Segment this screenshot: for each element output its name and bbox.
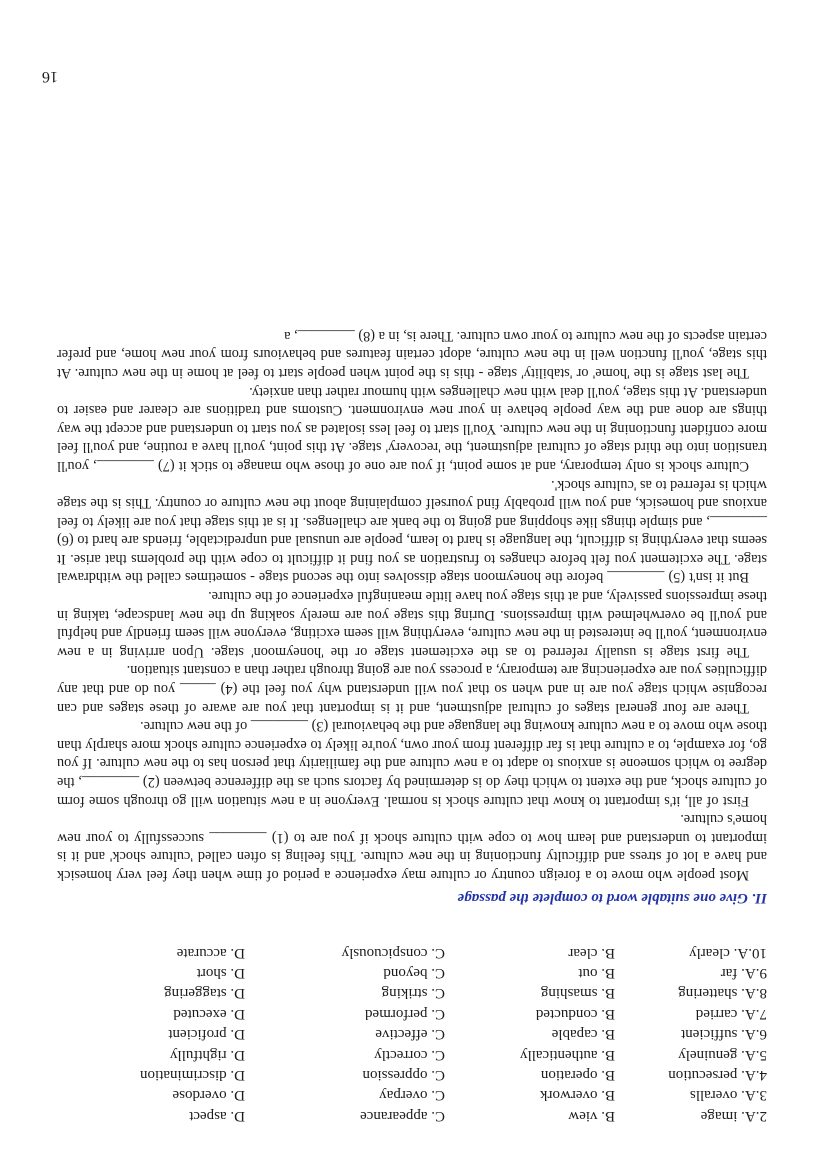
option-b: B. authentically xyxy=(520,1046,615,1063)
option-row xyxy=(57,1085,767,1105)
option-b: B. operation xyxy=(540,1067,615,1084)
paragraph: There are four general stages of cultural adjustment, and it is important that you are aware of these stages and can recognise which stage you are in and when so that you will understand why you feel the (4) _____ you do and that any difficulties you are experiencing are temporary, a process you are going through rather than a constant situation. xyxy=(57,662,767,716)
question-number: 9. xyxy=(755,965,767,982)
option-a-text: A. genuinely xyxy=(678,1046,756,1063)
option-row xyxy=(57,1004,767,1024)
option-row xyxy=(57,1024,767,1044)
option-b: B. out xyxy=(578,965,615,982)
question-number: 7. xyxy=(755,1005,767,1022)
option-a xyxy=(615,983,767,1003)
option-d: D. discrimination xyxy=(140,1067,245,1084)
question-number: 6. xyxy=(755,1026,767,1043)
option-a-text: A. shattering xyxy=(678,985,756,1002)
option-c: C. overpay xyxy=(379,1087,445,1104)
option-b: B. smashing xyxy=(540,985,615,1002)
option-c: C. effective xyxy=(375,1026,445,1043)
option-a xyxy=(615,963,767,983)
option-c: C. conspicuously xyxy=(341,944,445,961)
answer-options xyxy=(57,942,767,1126)
option-a xyxy=(615,1024,767,1044)
option-b: B. capable xyxy=(551,1026,615,1043)
option-a xyxy=(615,1085,767,1105)
question-number: 4. xyxy=(755,1067,767,1084)
option-row xyxy=(57,1106,767,1126)
option-row xyxy=(57,1065,767,1085)
option-row xyxy=(57,963,767,983)
option-a xyxy=(615,1065,767,1085)
option-c: C. oppression xyxy=(362,1067,445,1084)
option-a xyxy=(615,943,767,963)
option-c: C. performed xyxy=(365,1005,445,1022)
option-c: C. striking xyxy=(381,985,445,1002)
option-a-text: A. persecution xyxy=(668,1067,756,1084)
option-a-text: A. overalls xyxy=(689,1087,756,1104)
question-number: 10. xyxy=(748,944,767,961)
option-d: D. proficient xyxy=(168,1026,245,1043)
paragraph: First of all, it's important to know that culture shock is normal. Everyone in a new situation will go through some form of culture shock, and the extent to which they do is determined by factors such as the difference between (2) ________, the degree to which someone is anxious to adapt to a new culture and the familiarity that person has to the new culture. If you go, for example, to a culture that is far different from your own, you're likely to experience culture shock more sharply than those who move to a new culture knowing the language and the behavioural (3) ________ of the new culture. xyxy=(57,718,767,809)
option-a xyxy=(615,1106,767,1126)
option-a-text: A. sufficient xyxy=(681,1026,756,1043)
page-number: 16 xyxy=(42,68,58,85)
option-d: D. aspect xyxy=(189,1107,245,1124)
option-d: D. short xyxy=(196,965,245,982)
option-d: D. accurate xyxy=(176,944,245,961)
option-c: C. beyond xyxy=(383,965,445,982)
option-a-text: A. clearly xyxy=(689,944,749,961)
section-heading: II. Give one suitable word to complete the passage xyxy=(457,890,767,906)
option-a-text: A. image xyxy=(700,1107,756,1124)
option-c: C. appearance xyxy=(360,1107,445,1124)
paragraph: The last stage is the 'home' or 'stability' stage - this is the point when people start to feel at home in the new culture. At this stage, you'll function well in the new culture, adopt certain features and behaviours from your new home, and prefer certain aspects of the new culture to your own culture. There is, in a (8) ________, a xyxy=(57,327,767,381)
option-d: D. rightfully xyxy=(170,1046,245,1063)
question-number: 8. xyxy=(755,985,767,1002)
question-number: 3. xyxy=(755,1087,767,1104)
paragraph: But it isn't (5) ________ before the honeymoon stage dissolves into the second stage - sometimes called the withdrawal stage. The excitement you felt before changes to frustration as you find it difficult to cope with the problems that arise. It seems that everything is difficult, the language is hard to learn, people are unusual and unpredictable, friends are hard to (6) ________, and simple things like shopping and going to the bank are challenges. It is at this stage that you are likely to feel anxious and homesick, and you will probably find yourself complaining about the new culture or country. This is the stage which is referred to as 'culture shock'. xyxy=(57,476,767,586)
paragraph: Most people who move to a foreign country or culture may experience a period of time when they feel very homesick and have a lot of stress and difficulty functioning in the new culture. This feeling is often called 'culture shock' and it is important to understand and learn how to cope with culture shock if you are to (1) ________ successfully to your new home's culture. xyxy=(57,811,767,883)
question-number: 5. xyxy=(755,1046,767,1063)
option-row xyxy=(57,983,767,1003)
question-number: 2. xyxy=(755,1107,767,1124)
option-row xyxy=(57,942,767,962)
option-c: C. correctly xyxy=(374,1046,445,1063)
option-row xyxy=(57,1044,767,1064)
option-a xyxy=(615,1004,767,1024)
option-d: D. staggering xyxy=(164,985,245,1002)
option-d: D. executed xyxy=(173,1005,245,1022)
paragraph: Culture shock is only temporary, and at some point, if you are one of those who manage to stick it (7) ________, you'll transition into the third stage of cultural adjustment, the 'recovery' stage. At this point, you'll have a routine, and you'll feel more confident functioning in the new culture. You'll start to feel less isolated as you start to understand and accept the way things are done and the way people behave in your new environment. Customs and traditions are clearer and easier to understand. At this stage, you'll deal with new challenges with humour rather than anxiety. xyxy=(57,383,767,474)
paragraph: The first stage is usually referred to as the excitement stage or the 'honeymoon' stage. Upon arriving in a new environment, you'll be interested in the new culture, everything will seem exciting, everyone will seem friendly and helpful and you'll be overwhelmed with impressions. During this stage you are merely soaking up the new landscape, taking in these impressions passively, and at this stage you have little meaningful experience of the culture. xyxy=(57,588,767,660)
reading-passage xyxy=(57,326,767,884)
option-d: D. overdose xyxy=(172,1087,245,1104)
option-b: B. overwork xyxy=(540,1087,615,1104)
option-b: B. clear xyxy=(568,944,615,961)
option-b: B. view xyxy=(568,1107,615,1124)
option-a xyxy=(615,1045,767,1065)
option-a-text: A. carried xyxy=(695,1005,756,1022)
option-b: B. conducted xyxy=(535,1005,615,1022)
option-a-text: A. far xyxy=(720,965,756,982)
